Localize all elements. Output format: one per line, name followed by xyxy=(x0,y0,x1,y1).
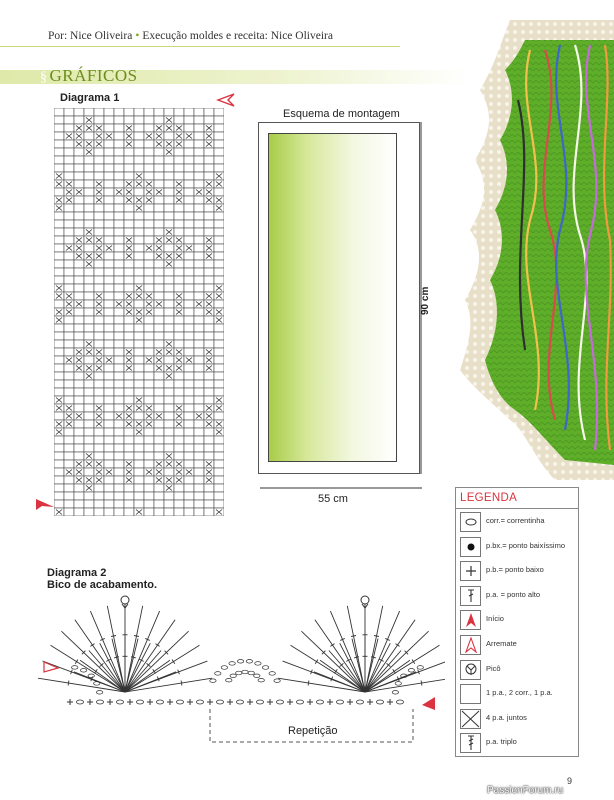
picot-icon xyxy=(460,660,481,680)
diagram1-label: Diagrama 1 xyxy=(60,92,120,104)
picot-icon xyxy=(121,596,369,608)
legend-row xyxy=(456,583,578,608)
repeat-label: Repetição xyxy=(288,725,338,737)
watermark: PassionForum.ru xyxy=(487,785,564,796)
schema-title: Esquema de montagem xyxy=(283,108,400,120)
start-arrow-icon xyxy=(460,610,481,630)
legend-row xyxy=(456,706,578,731)
legend-item-label: Picô xyxy=(486,663,501,673)
height-label: 90 cm xyxy=(420,286,431,315)
legend-row xyxy=(456,534,578,559)
legend-row xyxy=(456,681,578,706)
legend-row xyxy=(456,730,578,755)
legend-item-label: 1 p.a., 2 corr., 1 p.a. xyxy=(486,688,553,698)
legend-item-label: p.a. triplo xyxy=(486,737,517,747)
legend-row xyxy=(456,632,578,657)
diagram2-subtitle: Bico de acabamento. xyxy=(47,579,158,591)
chain-oval-icon xyxy=(460,512,481,532)
section-title: § GRÁFICOS xyxy=(40,66,138,85)
double-crochet-icon xyxy=(460,586,481,606)
legend-title: LEGENDA xyxy=(456,488,578,509)
diagram1-chart xyxy=(54,108,224,516)
legend-row xyxy=(456,558,578,583)
legend-item-label: p.bx.= ponto baixíssimo xyxy=(486,540,566,550)
separator-dot: • xyxy=(135,30,140,42)
swirl-ornament-icon: § xyxy=(40,70,48,85)
start-arrow-icon xyxy=(34,497,56,511)
diagram2-edging-chart xyxy=(30,592,445,762)
diagram2-label: Diagrama 2 Bico de acabamento. xyxy=(47,567,158,591)
legend-box xyxy=(455,487,579,757)
slip-stitch-dot-icon xyxy=(460,537,481,557)
legend-item-label: p.b.= ponto baixo xyxy=(486,565,544,575)
finish-arrow-icon xyxy=(460,635,481,655)
header-rule xyxy=(0,46,400,47)
legend-item-label: p.a. = ponto alto xyxy=(486,589,541,599)
legend-row xyxy=(456,657,578,682)
width-dimension-line xyxy=(256,484,426,492)
cross-square-icon xyxy=(460,709,481,729)
legend-item-label: Início xyxy=(486,614,504,624)
legend-item-label: Arremate xyxy=(486,638,517,648)
finish-arrow-icon xyxy=(44,662,58,672)
page-number: 9 xyxy=(567,776,573,786)
author-credit: Por: Nice Oliveira xyxy=(48,30,133,42)
execution-credit: Execução moldes e receita: Nice Oliveira xyxy=(142,30,333,42)
finish-arrow-icon xyxy=(216,93,236,107)
legend-item-label: corr.= correntinha xyxy=(486,516,545,525)
page-header xyxy=(48,30,333,42)
crochet-runner-photo xyxy=(455,20,614,480)
legend-row xyxy=(456,509,578,534)
legend-item-label: 4 p.a. juntos xyxy=(486,712,527,722)
start-arrow-icon xyxy=(422,697,435,710)
triple-crochet-icon xyxy=(460,733,481,753)
single-crochet-plus-icon xyxy=(460,561,481,581)
width-label: 55 cm xyxy=(318,493,348,505)
legend-row xyxy=(456,607,578,632)
schema-panel xyxy=(268,133,397,462)
empty-square-icon xyxy=(460,684,481,704)
